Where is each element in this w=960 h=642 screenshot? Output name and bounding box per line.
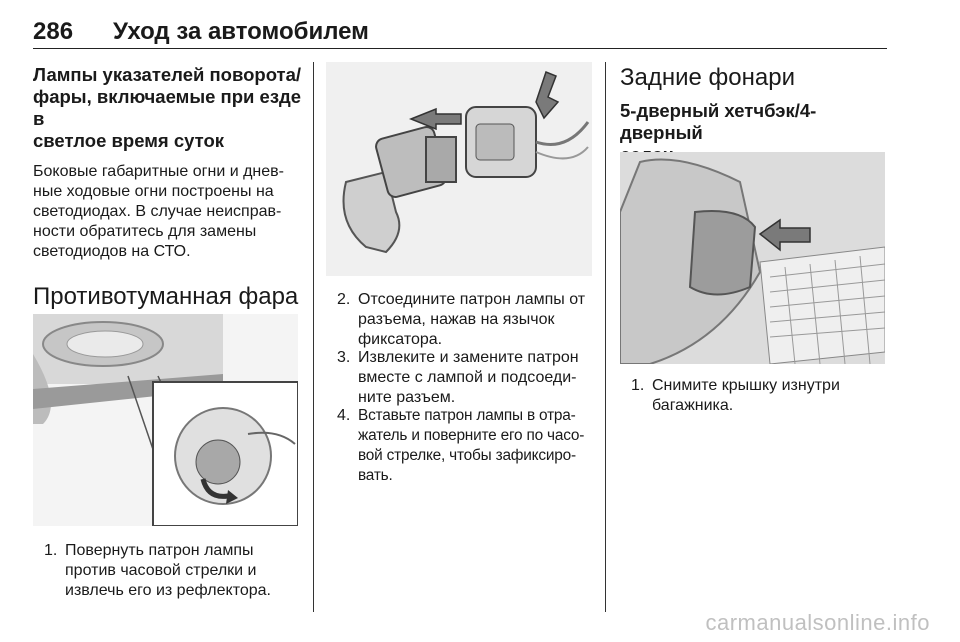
step-number: 1. [631,377,645,394]
text-line: светодиодов на СТО. [33,243,191,260]
step-text [652,376,840,416]
trunk-drawing [620,152,885,364]
section-title: Уход за автомобилем [113,18,369,45]
rear-lights-heading: Задние фонари [620,64,795,91]
step-number: 3. [337,349,351,366]
step-text [65,541,271,601]
fog-light-heading: Противотуманная фара [33,283,299,310]
header-rule [33,48,887,49]
column-divider-2 [605,62,606,612]
text-line: Боковые габаритные огни и днев- [33,163,284,180]
heading-line: светлое время суток [33,130,225,151]
column-divider-1 [313,62,314,612]
text-line: Снимите крышку изнутри [652,377,840,394]
page-number: 286 [33,18,74,45]
fog-light-illustration [33,314,298,526]
text-line: Извлеките и замените патрон [358,349,579,366]
text-line: ните разъем. [358,389,456,406]
text-line: Повернуть патрон лампы [65,542,254,559]
page-header [33,14,887,48]
step-number: 2. [337,291,351,308]
heading-line: Лампы указателей поворота/ [33,64,302,85]
step-text [358,406,584,486]
column-1 [33,64,305,352]
trunk-cover-illustration [620,152,885,364]
heading-line: 5-дверный хетчбэк/4-дверный [620,100,817,143]
led-paragraph [33,162,305,262]
watermark-text: carmanualsonline.info [705,610,930,635]
text-line: вать. [358,467,393,484]
text-line: светодиодах. В случае неисправ- [33,203,282,220]
turn-signal-heading [33,64,305,152]
column-3 [620,64,890,166]
text-line: ности обратитесь для замены [33,223,257,240]
text-line: извлечь его из рефлектора. [65,582,271,599]
text-line: фиксатора. [358,331,443,348]
bulb-socket-illustration [326,62,592,276]
text-line: Отсоедините патрон лампы от [358,291,586,308]
text-line: разъема, нажав на язычок [358,311,555,328]
text-line: ные ходовые огни построены на [33,183,274,200]
text-line: жатель и поверните его по часо- [358,427,585,444]
text-line: против часовой стрелки и [65,562,257,579]
text-line: вой стрелке, чтобы зафиксиро- [358,447,576,464]
text-line: вместе с лампой и подсоеди- [358,369,577,386]
text-line: багажника. [652,397,734,414]
fog-light-drawing [33,314,298,526]
step-number: 4. [337,407,351,424]
text-line: Вставьте патрон лампы в отра- [358,407,576,424]
heading-line: фары, включаемые при езде в [33,86,302,129]
step-text [358,290,585,350]
step-number: 1. [44,542,58,559]
bulb-socket-drawing [326,62,592,276]
step-text [358,348,579,408]
